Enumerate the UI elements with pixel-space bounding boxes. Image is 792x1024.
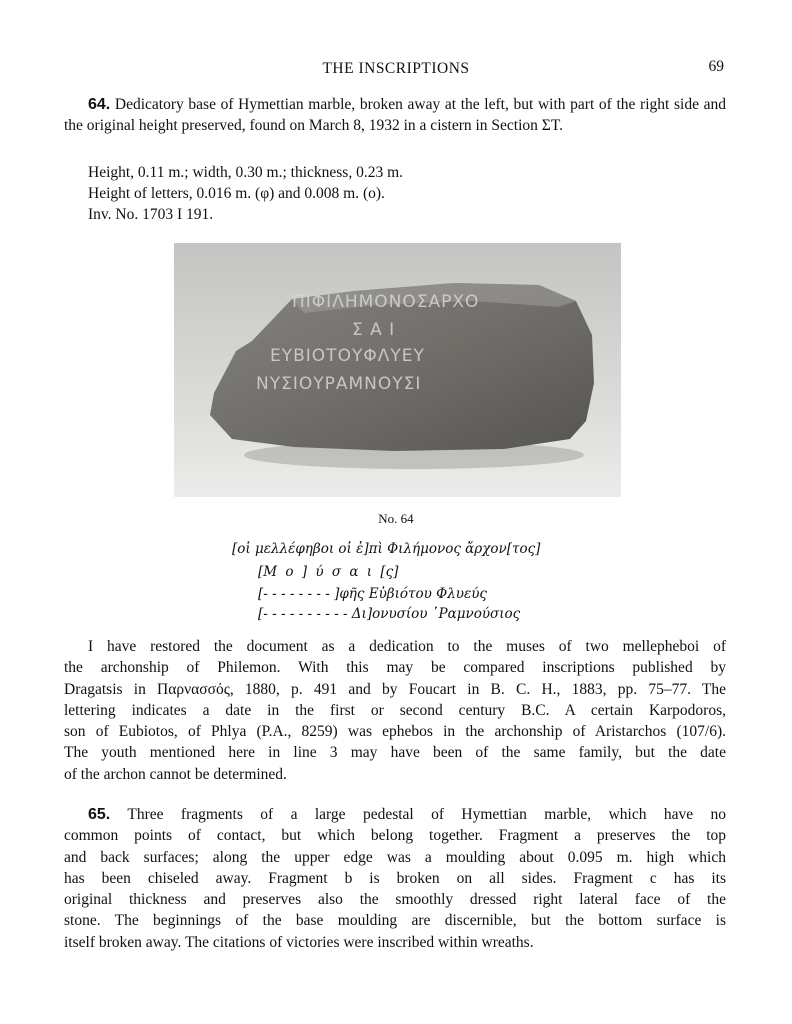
stone-line-4: ΝΥΣΙΟΥΡΑΜΝΟΥΣΙ (256, 374, 422, 394)
transcription-line-1: [οἱ μελλέφηβοι οἱ ἐ]πὶ Φιλήμονος ἄρχον[τος] (232, 541, 541, 557)
inscription-photo (174, 243, 621, 497)
transcription-line-4: [- - - - - - - - - - Δι]ονυσίου ῾Ραμνούσιος (258, 606, 521, 622)
stone-line-2: Σ Α Ι (352, 320, 396, 340)
transcription-line-2: [Μ ο ] ύ σ α ι [ς] (258, 564, 399, 580)
entry-65-line-1 (64, 804, 726, 825)
entry-64-description (64, 94, 726, 137)
entry-65-description (64, 804, 726, 953)
entry-65-line-2: common points of contact, but which belong together. Fragment a preserves the top (64, 827, 726, 845)
commentary-line-4: lettering indicates a date in the first or second century B.C. A certain Karpodoros, (64, 701, 726, 719)
page-number: 69 (708, 58, 724, 75)
entry-65-number: 65. (88, 806, 111, 823)
running-head (0, 58, 792, 78)
photo-caption: No. 64 (378, 511, 414, 526)
commentary-line-1: I have restored the document as a dedication to the muses of two mellepheboi of (88, 638, 726, 655)
entry-65-line-4: has been chiseled away. Fragment b is broken on all sides. Fragment c has its (64, 869, 726, 887)
stone-line-3: ΕΥΒΙΟΤΟΥΦΛΥΕΥ (270, 346, 425, 366)
entry-65-line-5: original thickness and preserves also the smoothly dressed right lateral face of the (64, 891, 726, 909)
transcription-line-3: [- - - - - - - - ]φῆς Εὐβιότου Φλυεύς (258, 586, 487, 602)
commentary-line-2: the archonship of Philemon. With this may be compared inscriptions published by (64, 659, 726, 677)
entry-65-line-7: itself broken away. The citations of victories were inscribed within wreaths. (64, 933, 534, 951)
entry-65-line-6: stone. The beginnings of the base moulding are discernible, but the bottom surface is (64, 912, 726, 930)
commentary-line-6: The youth mentioned here in line 3 may have been of the same family, but the date (64, 744, 726, 762)
entry-64-inventory: Inv. No. 1703 I 191. (88, 206, 214, 223)
commentary-line-7: of the archon cannot be determined. (64, 765, 287, 783)
running-title: THE INSCRIPTIONS (322, 60, 470, 77)
entry-65-line-3: and back surfaces; along the upper edge was a moulding about 0.095 m. high which (64, 848, 726, 866)
entry-64-dimensions: Height, 0.11 m.; width, 0.30 m.; thickness, 0.23 m. (88, 164, 404, 181)
commentary-line-5: son of Eubiotos, of Phlya (P.A., 8259) was ephebos in the archonship of Aristarchos (107/6). (64, 723, 726, 741)
entry-64-text: Dedicatory base of Hymettian marble, broken away at the left, but with part of the right side and the original height preserved, found on March 8, 1932 in a cistern in Section ΣΤ. (64, 96, 726, 135)
stone-line-1: ΠΙΦΙΛΗΜΟΝΟΣΑΡΧΟ (292, 292, 480, 312)
entry-65-line-1-text: Three fragments of a large pedestal of Hymettian marble, which have no (127, 806, 726, 823)
commentary-line-3: Dragatsis in Παρνασσός, 1880, p. 491 and by Foucart in B. C. H., 1883, pp. 75–77. The (64, 680, 726, 698)
entry-64-commentary (64, 636, 726, 785)
entry-64-number: 64. (88, 96, 111, 113)
entry-64-letter-height: Height of letters, 0.016 m. (φ) and 0.008 m. (ο). (88, 185, 385, 202)
